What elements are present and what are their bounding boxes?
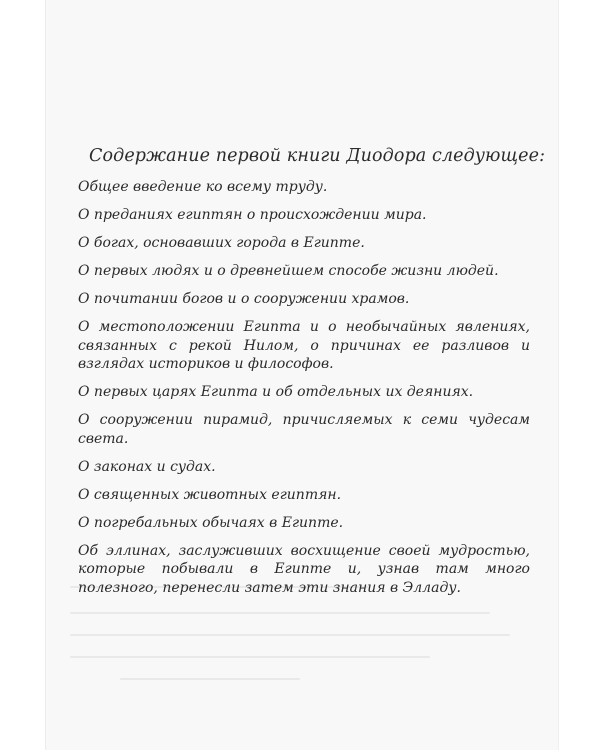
list-item [78,318,530,374]
entry-text: О почитании богов и о сооружении храмов. [78,291,410,307]
list-item [78,206,530,225]
entry-text: О погребальных обычаях в Египте. [78,514,344,531]
entry-text: О местоположении Египта и о необычайных явлениях, связанных с рекой Нилом, о причинах ее разливов и взглядах историков и философов. [78,319,530,372]
entry-text: О священных животных египтян. [78,486,342,503]
entry-text: Об эллинах, заслуживших восхищение своей мудростью, которые побывали в Египте и, узнав там много полезного, перенесли затем эти знания в Элладу. [78,542,530,596]
list-item [78,262,530,281]
list-item [78,383,530,402]
entry-text: О первых людях и о древнейшем способе жизни людей. [78,263,499,279]
bleed-through-line [70,656,430,658]
contents-list [78,178,530,607]
list-item [78,486,530,505]
list-item [78,458,530,477]
entry-text: О первых царях Египта и об отдельных их деяниях. [78,384,474,400]
bleed-through-line [120,678,300,680]
list-item [78,290,530,309]
entry-text: О преданиях египтян о происхождении мира. [78,207,427,223]
entry-text: О сооружении пирамид, причисляемых к семи чудесам света. [78,412,530,447]
list-item [78,411,530,448]
entry-text: О богах, основавших города в Египте. [78,235,365,251]
bleed-through-line [70,612,490,614]
list-item [78,514,530,533]
entry-text: О законах и судах. [78,458,216,475]
bleed-through-line [70,634,510,636]
contents-heading: Содержание первой книги Диодора следующее: [89,146,546,166]
entry-text: Общее введение ко всему труду. [78,179,328,195]
list-item [78,234,530,253]
list-item [78,178,530,197]
list-item [78,542,530,598]
